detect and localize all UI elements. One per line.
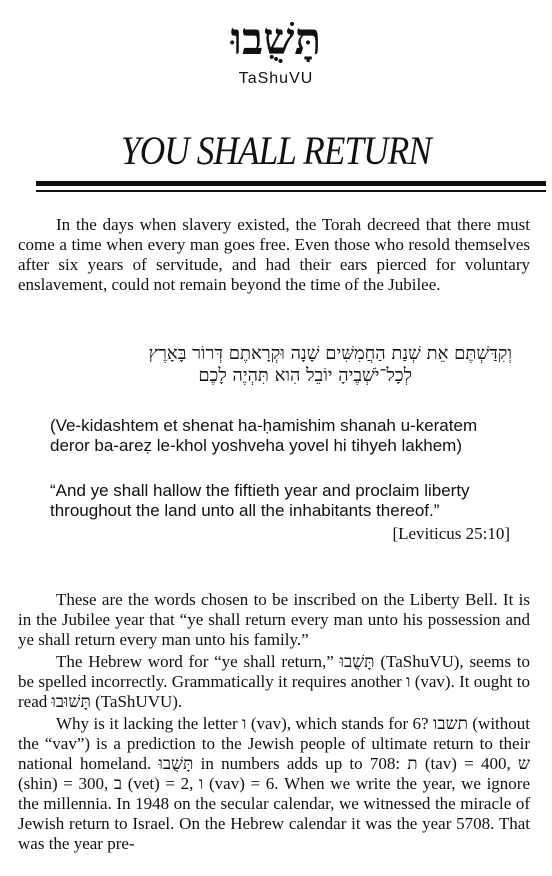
title-rule-thick: [36, 181, 546, 186]
paragraph-liberty-bell: These are the words chosen to be inscribed on the Liberty Bell. It is in the Jubilee year that “ye shall return every man unto his possession and ye shall return every man unto his family.”: [18, 590, 530, 649]
paragraph-spelling: The Hebrew word for “ye shall return,” תָּשֻׁבוּ (TaShuVU), seems to be spelled incorrectly. Grammatically it requires another ו (vav). It ought to read תָּשׁוּבוּ (TaShUVU).: [18, 652, 531, 711]
paragraph-prediction: Why is it lacking the letter ו (vav), which stands for 6? תשבו (without the “vav”) is a prediction to the Jewish people of ultimate return to their national homeland. תָּשֻׁבוּ in numbers adds up to 708: ת (tav) = 400, ש (shin) = 300, ב (vet) = 2, ו (vav) = 6. When we write the year, we ignore the millennia. In 1948 on the secular calendar, we witnessed the miracle of Jewish return to Israel. On the Hebrew calendar it was the year 5708. That was the year pre-: [18, 714, 531, 853]
verse-translation: “And ye shall hallow the fiftieth year and proclaim liberty throughout the land unto all the inhabitants thereof.”: [50, 481, 470, 520]
page-title: YOU SHALL RETURN: [121, 128, 431, 173]
hebrew-verse: [70, 343, 512, 387]
paragraph-slavery: In the days when slavery existed, the Torah decreed that there must come a time when every man goes free. Even those who resold themselves after six years of servitude, and had their ears pierced for voluntary enslavement, could not remain beyond the time of the Jubilee.: [18, 215, 530, 294]
verse-transliteration: (Ve-kidashtem et shenat ha-ḥamishim shanah u-keratem deror ba-areẓ le-khol yoshveha yovel hi tihyeh lakhem): [50, 416, 478, 455]
title-transliteration: TaShuVU: [238, 70, 314, 87]
verse-citation: [Leviticus 25:10]: [392, 524, 510, 543]
hebrew-title: תָּשֻׁבוּ: [230, 14, 322, 65]
hebrew-verse-line-2: לְכָל־יֹשְׁבֶיהָ יוֹבֵל הִוא תִּהְיֶה לָכֶם: [198, 365, 412, 386]
title-rule-thin: [36, 190, 546, 192]
hebrew-verse-line-1: וְקִדַּשְׁתֶּם אֵת שְׁנַת הַחֲמִשִּׁים שָׁנָה וּקְרָאתֶם דְּרוֹר בָּאָרֶץ: [148, 343, 512, 364]
